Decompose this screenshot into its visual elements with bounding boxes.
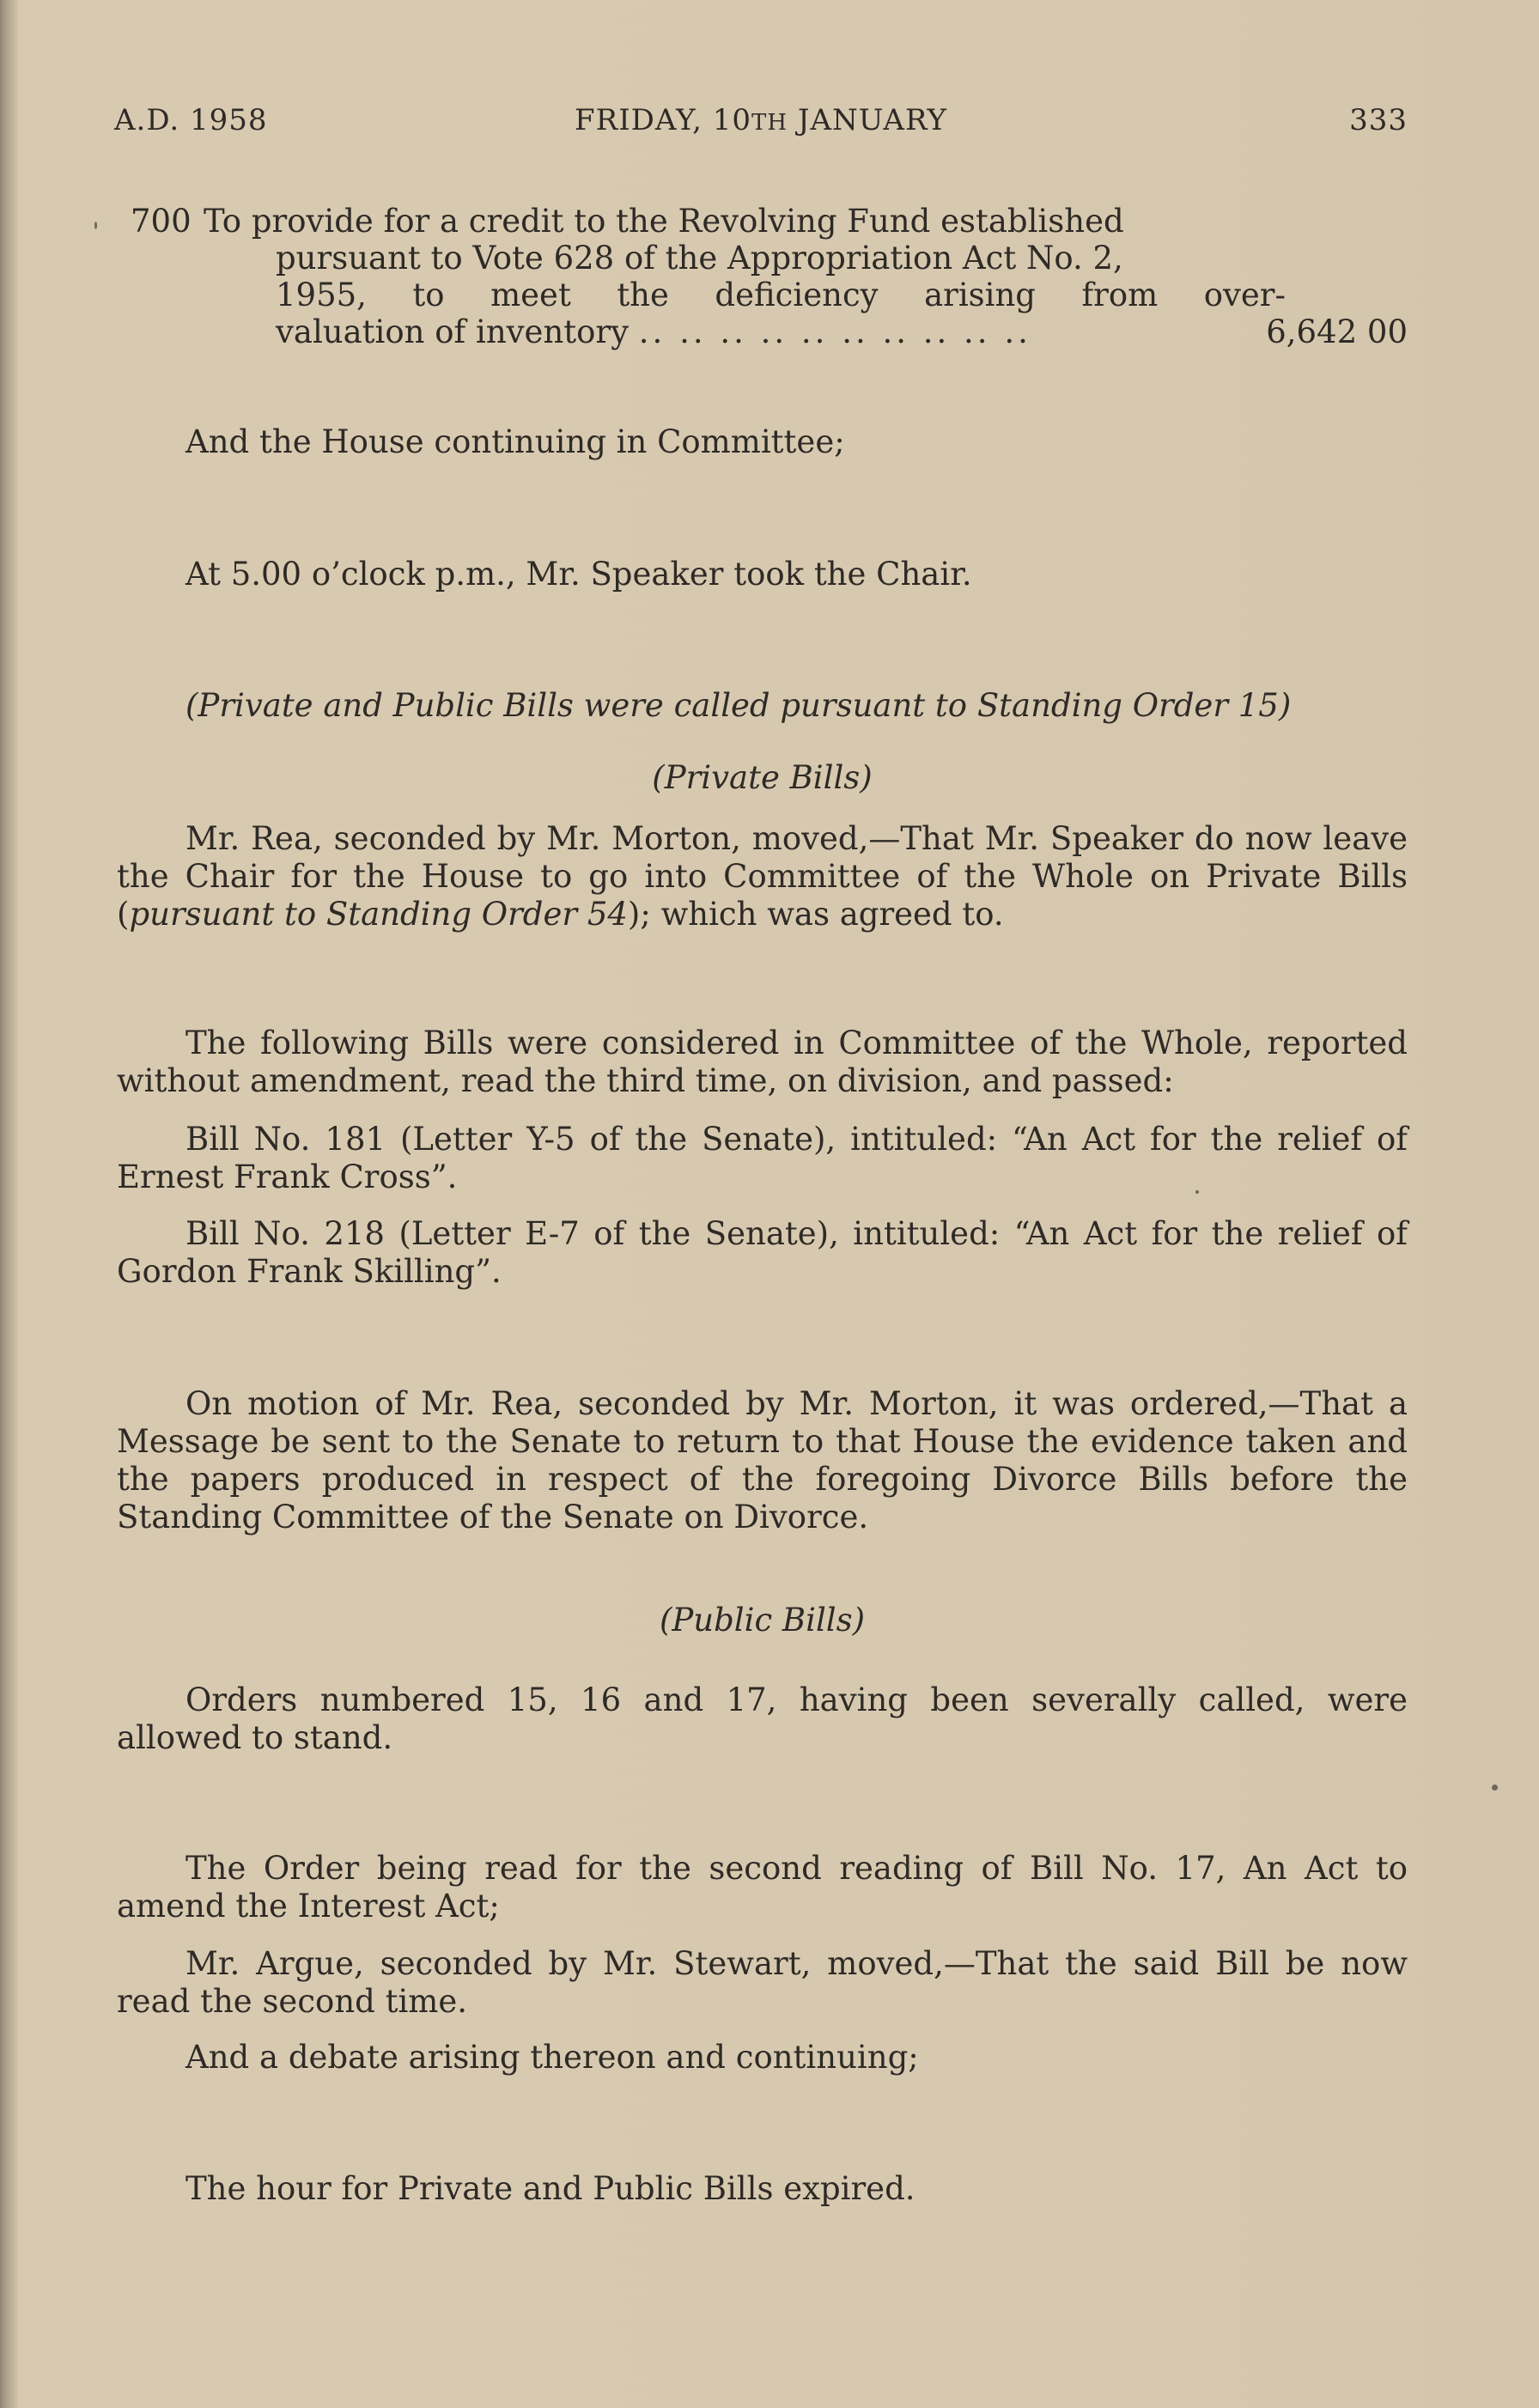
paragraph-hour-expired: The hour for Private and Public Bills expired. <box>186 2170 915 2207</box>
paper-speck <box>94 222 97 229</box>
heading-private-bills: (Private Bills) <box>652 759 873 796</box>
paragraph-orders: Orders numbered 15, 16 and 17, having been severally called, were allowed to stand. <box>117 1681 1408 1756</box>
vote-description: To provide for a credit to the Revolving Fund established pursuant to Vote 628 of the Appropriation Act No. 2, 1955, to meet the deficiency arising from over- valuation of inventory .. .. .. .. .. .. .. .. .. .. <box>204 203 1286 350</box>
paragraph-bill-181: Bill No. 181 (Letter Y-5 of the Senate), intituled: “An Act for the relief of Ernest Frank Cross”. <box>117 1121 1408 1195</box>
header-year: A.D. 1958 <box>114 103 268 137</box>
vote-item-700 <box>131 203 1408 357</box>
binding-gutter <box>0 0 19 2408</box>
bills-called-note: (Private and Public Bills were called pursuant to Standing Order 15) <box>186 687 1292 724</box>
vote-amount: 6,642 00 <box>1266 313 1408 350</box>
paper-speck <box>1492 1785 1498 1791</box>
paragraph-argue-motion: Mr. Argue, seconded by Mr. Stewart, moved,—That the said Bill be now read the second time. <box>117 1945 1408 2020</box>
page-number: 333 <box>1349 103 1408 137</box>
paragraph-speaker: At 5.00 o’clock p.m., Mr. Speaker took the Chair. <box>186 556 972 593</box>
paper-speck <box>1195 1190 1199 1194</box>
paragraph-message-motion: On motion of Mr. Rea, seconded by Mr. Morton, it was ordered,—That a Message be sent to the Senate to return to that House the evidence taken and the papers produced in respect of the foregoing Divorce Bills before the Standing Committee of the Senate on Divorce. <box>117 1385 1408 1535</box>
header-date: FRIDAY, 10TH JANUARY <box>575 103 947 137</box>
paragraph-rea-motion: Mr. Rea, seconded by Mr. Morton, moved,—That Mr. Speaker do now leave the Chair for the House to go into Committee of the Whole on Private Bills (pursuant to Standing Order 54); which was agreed to. <box>117 820 1408 933</box>
paragraph-order-bill-17: The Order being read for the second reading of Bill No. 17, An Act to amend the Interest Act; <box>117 1850 1408 1925</box>
paragraph-debate: And a debate arising thereon and continuing; <box>186 2039 919 2076</box>
leader-dots: .. .. .. .. .. .. .. .. .. .. <box>638 313 1031 350</box>
vote-number: 700 <box>131 203 192 240</box>
paragraph-following-bills: The following Bills were considered in Committee of the Whole, reported without amendment, read the third time, on division, and passed: <box>117 1025 1408 1099</box>
running-header <box>114 103 1408 146</box>
heading-public-bills: (Public Bills) <box>659 1602 866 1639</box>
paragraph-committee: And the House continuing in Committee; <box>186 423 845 460</box>
paragraph-bill-218: Bill No. 218 (Letter E-7 of the Senate), intituled: “An Act for the relief of Gordon Frank Skilling”. <box>117 1215 1408 1290</box>
